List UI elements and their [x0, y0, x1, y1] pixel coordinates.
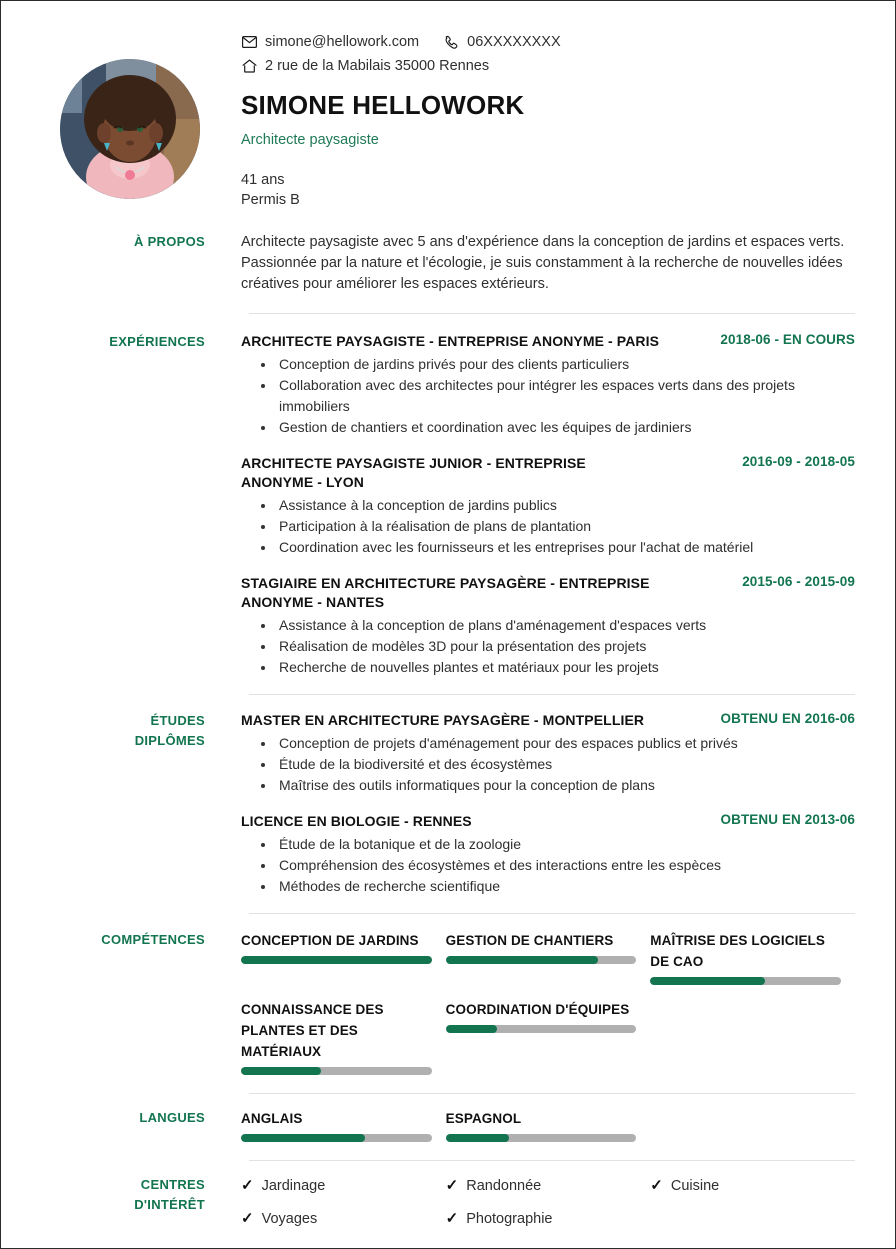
list-item: Compréhension des écosystèmes et des interactions entre les espèces: [261, 855, 855, 876]
home-icon: [241, 58, 258, 75]
list-item: Maîtrise des outils informatiques pour la conception de plans: [261, 775, 855, 796]
entry-head: [241, 454, 855, 492]
cv-header: [41, 31, 855, 210]
languages-body: [219, 1108, 855, 1156]
interests-grid: [241, 1175, 855, 1241]
entry-head: [241, 574, 855, 612]
skill-item: [241, 999, 446, 1075]
skill-bar: [446, 1025, 637, 1033]
entry-date: OBTENU EN 2016-06: [720, 710, 855, 726]
list-item: Étude de la botanique et de la zoologie: [261, 834, 855, 855]
list-item: Assistance à la conception de jardins publics: [261, 495, 855, 516]
education-body: [219, 711, 855, 897]
interest-label: Cuisine: [670, 1177, 720, 1194]
skill-bar-fill: [241, 956, 432, 964]
skill-bar-fill: [446, 956, 599, 964]
contact-phone[interactable]: [443, 31, 561, 53]
entry-bullets: [241, 615, 855, 678]
list-item: Assistance à la conception de plans d'aménagement d'espaces verts: [261, 615, 855, 636]
entry-date: 2015-06 - 2015-09: [742, 573, 855, 589]
interests-body: [219, 1175, 855, 1241]
section-interests: [41, 1161, 855, 1249]
skill-bar: [241, 1067, 432, 1075]
page-title: SIMONE HELLOWORK: [241, 90, 525, 120]
section-label-interests-line2: D'INTÉRÊT: [134, 1196, 205, 1212]
language-item: [241, 1108, 446, 1142]
interest-item: [650, 1175, 855, 1197]
interest-item: [446, 1208, 651, 1230]
skill-bar-fill: [650, 977, 764, 985]
entry-head: [241, 812, 855, 831]
license-text: Permis B: [241, 191, 300, 208]
skill-bar: [241, 956, 432, 964]
skill-name: MAÎTRISE DES LOGICIELS DE CAO: [650, 932, 825, 969]
list-item: Coordination avec les fournisseurs et les entreprises pour l'achat de matériel: [261, 537, 855, 558]
education-entry: [241, 711, 855, 796]
section-label-interests-line1: CENTRES: [140, 1176, 205, 1192]
skills-grid: [241, 930, 855, 1089]
interest-label: Randonnée: [466, 1177, 542, 1194]
skill-name: CONCEPTION DE JARDINS: [241, 932, 419, 948]
section-label-interests: [41, 1175, 219, 1215]
language-name: ANGLAIS: [241, 1110, 303, 1126]
entry-head: [241, 332, 855, 351]
contact-address-text: 2 rue de la Mabilais 35000 Rennes: [265, 58, 490, 74]
skill-name: COORDINATION D'ÉQUIPES: [445, 1001, 630, 1017]
entry-title: MASTER EN ARCHITECTURE PAYSAGÈRE - MONTPELLIER: [241, 711, 645, 728]
phone-icon: [443, 34, 460, 51]
about-text: Architecte paysagiste avec 5 ans d'expérience dans la conception de jardins et espaces verts. Passionnée par la nature et l'écologie, je suis constamment à la recherche de nouvelles idées créatives pour améliorer les espaces extérieurs.: [241, 233, 845, 292]
language-bar-fill: [241, 1134, 365, 1142]
check-icon: ✓: [445, 1177, 459, 1195]
check-icon: ✓: [445, 1210, 459, 1228]
languages-grid: [241, 1108, 855, 1156]
entry-title: LICENCE EN BIOLOGIE - RENNES: [241, 812, 472, 829]
section-label-about: À PROPOS: [133, 233, 205, 249]
entry-title: STAGIAIRE EN ARCHITECTURE PAYSAGÈRE - ENTREPRISE ANONYME - NANTES: [241, 574, 650, 610]
interest-label: Voyages: [261, 1210, 318, 1227]
section-label-skills: COMPÉTENCES: [101, 931, 205, 947]
experience-entry: [241, 454, 855, 558]
experiences-body: [219, 332, 855, 678]
language-bar: [446, 1134, 637, 1142]
avatar-container: [41, 31, 219, 199]
skills-body: [219, 930, 855, 1089]
check-icon: ✓: [241, 1177, 254, 1195]
interest-item: [241, 1208, 446, 1230]
entry-bullets: [241, 733, 855, 796]
list-item: Conception de projets d'aménagement pour des espaces publics et privés: [261, 733, 855, 754]
skill-item: [650, 930, 855, 985]
list-item: Méthodes de recherche scientifique: [261, 876, 855, 897]
entry-title: ARCHITECTE PAYSAGISTE JUNIOR - ENTREPRISE ANONYME - LYON: [241, 454, 586, 490]
contact-line-primary: [241, 31, 855, 53]
skill-bar-fill: [446, 1025, 497, 1033]
language-bar: [241, 1134, 432, 1142]
header-main: [219, 31, 855, 210]
section-label-experiences: EXPÉRIENCES: [109, 333, 205, 349]
section-label-education: [41, 711, 219, 751]
skill-bar-fill: [241, 1067, 321, 1075]
contact-phone-text: 06XXXXXXXX: [467, 34, 561, 50]
experience-entry: [241, 332, 855, 438]
skill-name: CONNAISSANCE DES PLANTES ET DES MATÉRIAUX: [241, 1001, 384, 1059]
section-languages: [41, 1094, 855, 1160]
language-item: [446, 1108, 651, 1142]
skill-bar: [446, 956, 637, 964]
section-experiences: [41, 314, 855, 694]
entry-bullets: [241, 834, 855, 897]
list-item: Collaboration avec des architectes pour intégrer les espaces verts dans des projets immobiliers: [261, 375, 855, 417]
entry-title: ARCHITECTE PAYSAGISTE - ENTREPRISE ANONYME - PARIS: [241, 332, 660, 349]
section-education: [41, 695, 855, 913]
entry-date: OBTENU EN 2013-06: [720, 811, 855, 827]
skill-name: GESTION DE CHANTIERS: [445, 932, 614, 948]
section-about: [41, 210, 855, 313]
section-label-education-line2: DIPLÔMES: [134, 732, 205, 748]
experience-entry: [241, 574, 855, 678]
list-item: Recherche de nouvelles plantes et matériaux pour les projets: [261, 657, 855, 678]
entry-date: 2018-06 - EN COURS: [720, 331, 855, 347]
age-text: 41 ans: [241, 171, 285, 188]
interest-item: [446, 1175, 651, 1197]
contact-email[interactable]: [241, 31, 419, 53]
entry-date: 2016-09 - 2018-05: [742, 453, 855, 469]
avatar: [60, 59, 200, 199]
interest-label: Photographie: [466, 1210, 553, 1227]
section-skills: [41, 914, 855, 1093]
list-item: Participation à la réalisation de plans de plantation: [261, 516, 855, 537]
list-item: Réalisation de modèles 3D pour la présentation des projets: [261, 636, 855, 657]
envelope-icon: [241, 34, 258, 51]
contact-email-text: simone@hellowork.com: [265, 34, 420, 50]
entry-bullets: [241, 354, 855, 438]
check-icon: ✓: [241, 1210, 254, 1228]
list-item: Gestion de chantiers et coordination avec les équipes de jardiniers: [261, 417, 855, 438]
job-title: Architecte paysagiste: [241, 131, 379, 148]
entry-head: [241, 711, 855, 730]
language-bar-fill: [446, 1134, 509, 1142]
contact-line-address: [241, 55, 855, 77]
skill-bar: [650, 977, 841, 985]
interest-item: [241, 1175, 446, 1197]
contact-address: [241, 55, 489, 77]
section-label-education-line1: ÉTUDES: [150, 712, 205, 728]
list-item: Conception de jardins privés pour des clients particuliers: [261, 354, 855, 375]
skill-item: [446, 930, 651, 985]
education-entry: [241, 812, 855, 897]
about-body: [219, 232, 855, 295]
check-icon: ✓: [650, 1177, 663, 1195]
interest-label: Jardinage: [261, 1177, 326, 1194]
skill-item: [446, 999, 651, 1075]
skill-item: [241, 930, 446, 985]
section-label-languages: LANGUES: [139, 1109, 205, 1125]
language-name: ESPAGNOL: [445, 1110, 522, 1126]
list-item: Étude de la biodiversité et des écosystèmes: [261, 754, 855, 775]
entry-bullets: [241, 495, 855, 558]
